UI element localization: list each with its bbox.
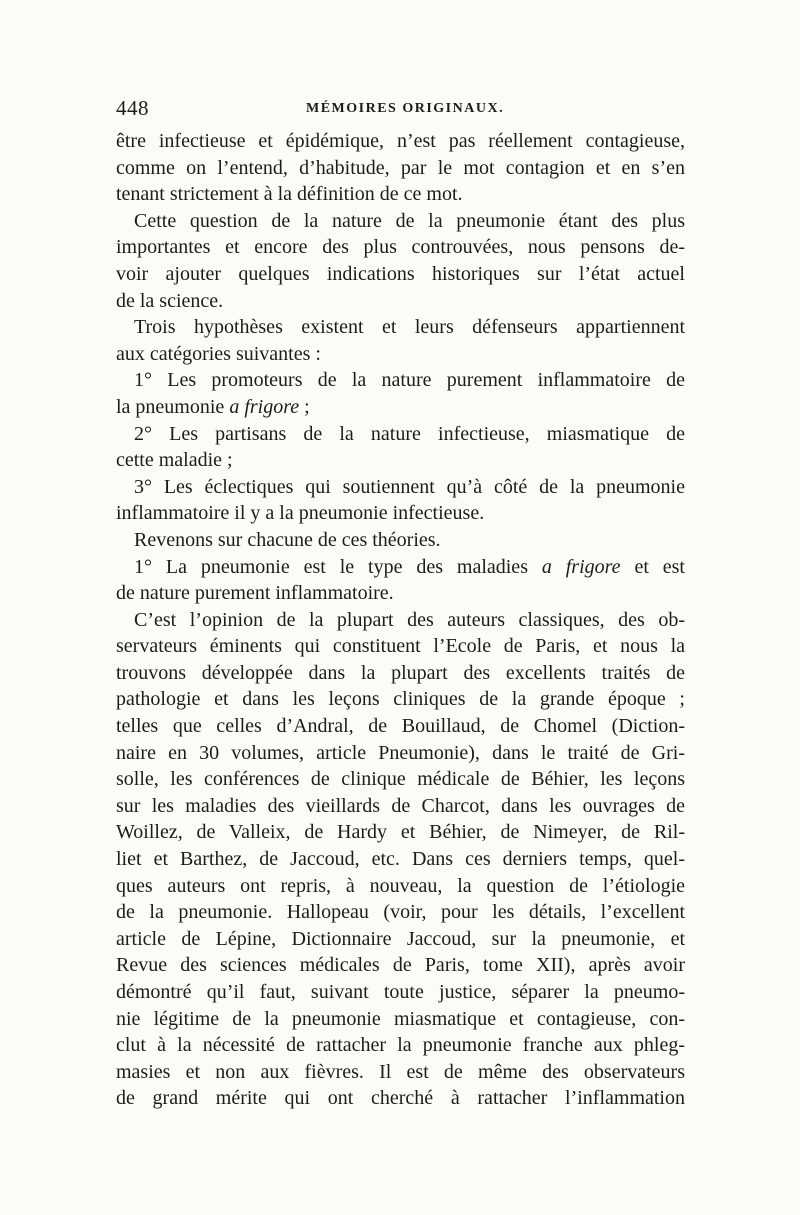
text-line-content: Revenons sur chacune de ces théories. <box>134 528 441 551</box>
page-header <box>116 96 686 124</box>
text-line <box>116 607 685 634</box>
text-line <box>116 447 685 474</box>
text-line-content: pathologie et dans les leçons cliniques de la grande époque ; <box>116 688 685 711</box>
text-line-tail: et est <box>620 555 685 578</box>
text-line-content: clut à la nécessité de rattacher la pneumonie franche aux phleg- <box>116 1034 685 1057</box>
text-line <box>116 873 685 900</box>
text-line <box>116 367 685 394</box>
running-head: MÉMOIRES ORIGINAUX. <box>306 101 505 116</box>
text-line-content: importantes et encore des plus controuvées, nous pensons de- <box>116 236 685 259</box>
text-line-content: Cette question de la nature de la pneumonie étant des plus <box>134 209 685 232</box>
text-line-content: la pneumonie <box>116 395 230 418</box>
text-line <box>116 208 685 235</box>
body-text <box>116 128 685 1112</box>
italic-phrase: a frigore <box>541 555 621 578</box>
text-line-content: trouvons développée dans la plupart des excellents traités de <box>116 661 685 684</box>
text-line <box>116 1059 685 1086</box>
text-line-content: Woillez, de Valleix, de Hardy et Béhier, de Nimeyer, de Ril- <box>116 821 685 844</box>
text-line-content: servateurs éminents qui constituent l’Ecole de Paris, et nous la <box>116 635 685 658</box>
text-line-content: nie légitime de la pneumonie miasmatique et contagieuse, con- <box>116 1007 685 1030</box>
text-line <box>116 952 685 979</box>
text-line <box>116 580 685 607</box>
page-number: 448 <box>116 96 149 120</box>
text-line-content: de la pneumonie. Hallopeau (voir, pour les détails, l’excellent <box>116 901 685 924</box>
text-line-content: comme on l’entend, d’habitude, par le mot contagion et en s’en <box>116 156 685 179</box>
text-line-content: 1° La pneumonie est le type des maladies <box>134 555 542 578</box>
text-line-content: telles que celles d’Andral, de Bouillaud, de Chomel (Diction- <box>116 715 685 738</box>
text-line <box>116 155 685 182</box>
text-line <box>116 660 685 687</box>
text-line <box>116 1006 685 1033</box>
text-line <box>116 314 685 341</box>
text-line <box>116 1085 685 1112</box>
text-line <box>116 527 685 554</box>
text-line-content: sur les maladies des vieillards de Charcot, dans les ouvrages de <box>116 794 685 817</box>
text-line <box>116 261 685 288</box>
text-line-content: 1° Les promoteurs de la nature purement inflammatoire de <box>134 369 685 392</box>
text-line-content: Revue des sciences médicales de Paris, tome XII), après avoir <box>116 954 685 977</box>
text-line <box>116 740 685 767</box>
text-line <box>116 394 685 421</box>
text-line-content: article de Lépine, Dictionnaire Jaccoud, sur la pneumonie, et <box>116 927 685 950</box>
text-line-content: de nature purement inflammatoire. <box>116 582 394 605</box>
text-line-content: aux catégories suivantes : <box>116 342 321 365</box>
text-line <box>116 1032 685 1059</box>
italic-phrase: a frigore <box>229 395 300 418</box>
text-line-content: 2° Les partisans de la nature infectieuse, miasmatique de <box>134 422 685 445</box>
text-line-content: démontré qu’il faut, suivant toute justice, séparer la pneumo- <box>116 981 685 1003</box>
text-line <box>116 474 685 501</box>
text-line <box>116 500 685 527</box>
text-line-content: C’est l’opinion de la plupart des auteurs classiques, des ob- <box>134 608 685 631</box>
text-line-tail: ; <box>299 395 310 418</box>
text-line <box>116 793 685 820</box>
text-line-content: naire en 30 volumes, article Pneumonie), dans le traité de Gri- <box>116 741 685 764</box>
text-line <box>116 234 685 261</box>
text-line-content: Trois hypothèses existent et leurs défenseurs appartiennent <box>134 316 685 339</box>
text-line <box>116 926 685 953</box>
text-line-content: liet et Barthez, de Jaccoud, etc. Dans ces derniers temps, quel- <box>116 848 685 871</box>
text-line <box>116 846 685 873</box>
text-line-content: de la science. <box>116 289 224 312</box>
text-line <box>116 686 685 713</box>
text-line <box>116 128 685 155</box>
text-line <box>116 421 685 448</box>
text-line-content: tenant strictement à la définition de ce mot. <box>116 183 463 206</box>
text-line <box>116 713 685 740</box>
text-line-content: ques auteurs ont repris, à nouveau, la question de l’étiologie <box>116 874 685 897</box>
text-line-content: inflammatoire il y a la pneumonie infectieuse. <box>116 502 485 525</box>
text-line-content: cette maladie ; <box>116 449 233 472</box>
text-line <box>116 288 685 315</box>
text-line <box>116 819 685 846</box>
text-line-content: être infectieuse et épidémique, n’est pas réellement contagieuse, <box>116 130 685 152</box>
text-line-content: voir ajouter quelques indications historiques sur l’état actuel <box>116 262 685 285</box>
text-line <box>116 341 685 368</box>
text-line-content: 3° Les éclectiques qui soutiennent qu’à côté de la pneumonie <box>134 475 685 498</box>
text-line <box>116 899 685 926</box>
text-line-content: de grand mérite qui ont cherché à rattacher l’inflammation <box>116 1087 685 1110</box>
text-line-content: masies et non aux fièvres. Il est de même des observateurs <box>116 1060 685 1083</box>
text-line <box>116 766 685 793</box>
text-line <box>116 554 685 581</box>
text-line <box>116 979 685 1006</box>
text-line <box>116 633 685 660</box>
text-line <box>116 181 685 208</box>
text-line-content: solle, les conférences de clinique médicale de Béhier, les leçons <box>116 768 685 791</box>
